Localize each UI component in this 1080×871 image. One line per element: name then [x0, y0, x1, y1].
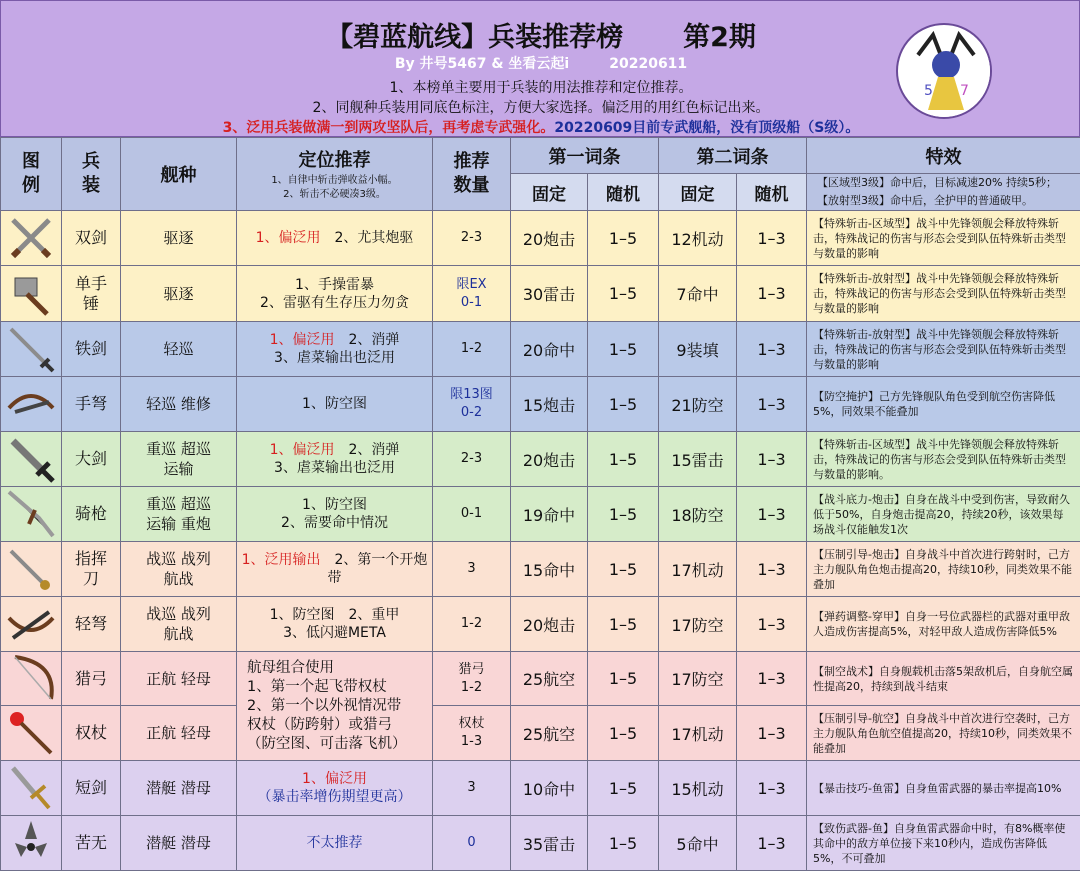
second-fixed: 15机动 [659, 761, 737, 816]
col-count: 推荐数量 [433, 138, 511, 211]
note-1: 1、本榜单主要用于兵装的用法推荐和定位推荐。 [389, 80, 693, 96]
table-row [1, 266, 1080, 322]
second-fixed: 17机动 [659, 706, 737, 761]
col-position-title: 定位推荐 [298, 150, 371, 171]
first-random: 1–5 [588, 706, 659, 761]
second-random: 1–3 [737, 597, 807, 652]
note-3-red: 3、泛用兵装做满一到两攻坚队后，再考虑专武强化。 [222, 120, 555, 136]
second-random: 1–3 [737, 266, 807, 322]
table-row [1, 432, 1080, 487]
first-random: 1–5 [588, 652, 659, 706]
table-row [1, 377, 1080, 432]
first-fixed: 15命中 [511, 542, 588, 597]
second-random: 1–3 [737, 211, 807, 266]
equip-name: 大剑 [62, 432, 121, 487]
first-fixed: 20炮击 [511, 597, 588, 652]
col-position [237, 138, 433, 211]
recommended-count: 2-3 [433, 432, 511, 487]
lance-icon [1, 487, 62, 542]
header-banner [0, 0, 1080, 137]
position-text: 2、第一个开炮带 [327, 552, 428, 586]
table-row [1, 487, 1080, 542]
effect-description: 【特殊斩击-区域型】战斗中先锋领舰会释放特殊斩击，特殊战记的伤害与形态会受到队伍特殊斩击类型与数量的影响 [807, 211, 1080, 266]
table-row [1, 816, 1080, 871]
position-red-text: 1、偏泛用 [255, 230, 321, 246]
first-random: 1–5 [588, 211, 659, 266]
ship-type: 驱逐 [121, 266, 237, 322]
col-ship: 舰种 [121, 138, 237, 211]
position-text: 2、消弹 3、虐菜输出也泛用 [274, 332, 400, 366]
equip-name: 手弩 [62, 377, 121, 432]
position-recommendation [237, 542, 433, 597]
recommended-count: 0-1 [433, 487, 511, 542]
col-effect-note: 【区域型3级】命中后，目标减速20% 持续5秒； 【放射型3级】命中后，全护甲的普通破甲。 [807, 174, 1080, 211]
ship-type: 正航 轻母 [121, 652, 237, 706]
svg-text:5: 5 [924, 83, 933, 99]
second-fixed: 9装填 [659, 322, 737, 377]
dual-sword-icon [1, 211, 62, 266]
col-equip: 兵装 [62, 138, 121, 211]
great-sword-icon [1, 432, 62, 487]
table-row [1, 322, 1080, 377]
effect-description: 【弹药调整-穿甲】自身一号位武器栏的武器对重甲敌人造成伤害提高5%，对轻甲敌人造成伤害降低5% [807, 597, 1080, 652]
second-random: 1–3 [737, 816, 807, 871]
light-crossbow-icon [1, 597, 62, 652]
second-fixed: 15雷击 [659, 432, 737, 487]
effect-description: 【压制引导-炮击】自身战斗中首次进行跨射时，己方主力舰队角色炮击提高20，持续10秒，同类效果不能叠加 [807, 542, 1080, 597]
first-fixed: 30雷击 [511, 266, 588, 322]
kunai-icon [1, 816, 62, 871]
first-random: 1–5 [588, 761, 659, 816]
effect-description: 【防空掩护】己方先锋舰队角色受到航空伤害降低5%，同效果不能叠加 [807, 377, 1080, 432]
first-fixed: 20炮击 [511, 211, 588, 266]
effect-description: 【特殊斩击-放射型】战斗中先锋领舰会释放特殊斩击，特殊战记的伤害与形态会受到队伍特殊斩击类型与数量的影响 [807, 322, 1080, 377]
recommended-count: 3 [433, 761, 511, 816]
first-fixed: 15炮击 [511, 377, 588, 432]
position-text: 1、防空图 [302, 396, 367, 412]
ship-type: 正航 轻母 [121, 706, 237, 761]
author-logo-icon [896, 23, 992, 119]
col-second-random: 随机 [737, 174, 807, 211]
position-blue-text: 不太推荐 [306, 835, 363, 851]
first-random: 1–5 [588, 597, 659, 652]
first-fixed: 25航空 [511, 652, 588, 706]
table-row [1, 706, 1080, 761]
date-text: 20220611 [609, 56, 688, 72]
recommended-count: 限13图 0-2 [433, 377, 511, 432]
effect-description: 【特殊斩击-区域型】战斗中先锋领舰会释放特殊斩击，特殊战记的伤害与形态会受到队伍特殊斩击类型与数量的影响。 [807, 432, 1080, 487]
equip-name: 猎弓 [62, 652, 121, 706]
col-first-attr: 第一词条 [511, 138, 659, 174]
ship-type: 潜艇 潜母 [121, 816, 237, 871]
second-random: 1–3 [737, 322, 807, 377]
second-fixed: 12机动 [659, 211, 737, 266]
first-random: 1–5 [588, 542, 659, 597]
first-fixed: 20炮击 [511, 432, 588, 487]
svg-text:7: 7 [960, 83, 969, 99]
first-fixed: 19命中 [511, 487, 588, 542]
second-random: 1–3 [737, 487, 807, 542]
effect-description: 【战斗底力-炮击】自身在战斗中受到伤害，导致耐久低于50%，自身炮击提高20，持续20秒，该效果每场战斗仅能触发1次 [807, 487, 1080, 542]
bow-icon [1, 652, 62, 706]
note-3 [1, 117, 1080, 137]
second-fixed: 21防空 [659, 377, 737, 432]
table-row [1, 761, 1080, 816]
col-second-attr: 第二词条 [659, 138, 807, 174]
recommended-count: 0 [433, 816, 511, 871]
staff-icon [1, 706, 62, 761]
position-recommendation [237, 322, 433, 377]
col-effect: 特效 [807, 138, 1080, 174]
position-red-text: 1、偏泛用 [269, 332, 335, 348]
position-blue-text: （暴击率增伤期望更高） [257, 789, 412, 805]
position-recommendation [237, 816, 433, 871]
first-fixed: 20命中 [511, 322, 588, 377]
second-fixed: 18防空 [659, 487, 737, 542]
effect-description: 【特殊斩击-放射型】战斗中先锋领舰会释放特殊斩击，特殊战记的伤害与形态会受到队伍特殊斩击类型与数量的影响 [807, 266, 1080, 322]
col-first-fixed: 固定 [511, 174, 588, 211]
position-recommendation [237, 266, 433, 322]
effect-description: 【致伤武器-鱼】自身鱼雷武器命中时，有8%概率使其命中的敌方单位接下来10秒内，造成伤害降低5%，不可叠加 [807, 816, 1080, 871]
recommended-count: 1-2 [433, 322, 511, 377]
first-random: 1–5 [588, 816, 659, 871]
second-random: 1–3 [737, 377, 807, 432]
iron-sword-icon [1, 322, 62, 377]
position-recommendation [237, 761, 433, 816]
equip-name: 双剑 [62, 211, 121, 266]
equip-name: 单手锤 [62, 266, 121, 322]
col-icon: 图例 [1, 138, 62, 211]
second-random: 1–3 [737, 432, 807, 487]
equip-name: 骑枪 [62, 487, 121, 542]
second-fixed: 5命中 [659, 816, 737, 871]
crossbow-icon [1, 377, 62, 432]
first-random: 1–5 [588, 266, 659, 322]
ship-type: 重巡 超巡 运输 重炮 [121, 487, 237, 542]
equipment-table [0, 137, 1080, 871]
second-random: 1–3 [737, 542, 807, 597]
recommended-count: 权杖 1-3 [433, 706, 511, 761]
effect-description: 【制空战术】自身舰载机击落5架敌机后，自身航空属性提高20，持续到战斗结束 [807, 652, 1080, 706]
recommended-count: 1-2 [433, 597, 511, 652]
second-fixed: 17机动 [659, 542, 737, 597]
position-recommendation [237, 597, 433, 652]
position-recommendation [237, 211, 433, 266]
ship-type: 轻巡 维修 [121, 377, 237, 432]
equip-name: 指挥刀 [62, 542, 121, 597]
second-random: 1–3 [737, 761, 807, 816]
ship-type: 战巡 战列 航战 [121, 597, 237, 652]
note-3-blue: 20220609目前专武舰船，没有顶级船（S级）。 [554, 120, 860, 136]
position-text: 1、防空图 2、需要命中情况 [281, 497, 388, 531]
effect-description: 【压制引导-航空】自身战斗中首次进行空袭时，己方主力舰队角色航空值提高20，持续10秒，同类效果不能叠加 [807, 706, 1080, 761]
equip-name: 苦无 [62, 816, 121, 871]
first-fixed: 35雷击 [511, 816, 588, 871]
second-fixed: 17防空 [659, 652, 737, 706]
position-recommendation: 航母组合使用 1、第一个起飞带权杖 2、第一个以外视情况带 权杖（防跨射）或猎弓 （防空图、可击落飞机） [237, 652, 433, 761]
recommended-count: 猎弓 1-2 [433, 652, 511, 706]
position-red-text: 1、泛用输出 [241, 552, 321, 568]
title-text: 【碧蓝航线】兵装推荐榜 [326, 22, 624, 53]
second-fixed: 7命中 [659, 266, 737, 322]
col-position-note: 1、自律中斩击弹收益小幅。 2、斩击不必硬凑3级。 [271, 175, 398, 200]
first-random: 1–5 [588, 487, 659, 542]
position-recommendation [237, 377, 433, 432]
first-random: 1–5 [588, 377, 659, 432]
ship-type: 驱逐 [121, 211, 237, 266]
ship-type: 重巡 超巡 运输 [121, 432, 237, 487]
equip-name: 铁剑 [62, 322, 121, 377]
table-row [1, 211, 1080, 266]
position-text: 2、消弹 3、虐菜输出也泛用 [274, 442, 400, 476]
position-text: 1、手操雷暴 2、雷驱有生存压力勿贪 [260, 276, 409, 311]
equip-name: 轻弩 [62, 597, 121, 652]
recommended-count: 2-3 [433, 211, 511, 266]
table-row [1, 542, 1080, 597]
note-2: 2、同舰种兵装用同底色标注，方便大家选择。偏泛用的用红色标记出来。 [312, 100, 770, 116]
second-fixed: 17防空 [659, 597, 737, 652]
second-random: 1–3 [737, 706, 807, 761]
position-text: 2、尤其炮驱 [334, 230, 414, 246]
first-random: 1–5 [588, 432, 659, 487]
table-row [1, 652, 1080, 706]
col-first-random: 随机 [588, 174, 659, 211]
col-second-fixed: 固定 [659, 174, 737, 211]
period-label: 第2期 [683, 22, 756, 53]
recommended-count: 3 [433, 542, 511, 597]
effect-description: 【暴击技巧-鱼雷】自身鱼雷武器的暴击率提高10% [807, 761, 1080, 816]
command-blade-icon [1, 542, 62, 597]
author-text: By 井号5467 & 坐看云起i [394, 56, 570, 72]
equip-name: 权杖 [62, 706, 121, 761]
ship-type: 潜艇 潜母 [121, 761, 237, 816]
position-text: 1、防空图 2、重甲 3、低闪避META [269, 607, 400, 641]
second-random: 1–3 [737, 652, 807, 706]
first-fixed: 10命中 [511, 761, 588, 816]
position-recommendation [237, 432, 433, 487]
ship-type: 轻巡 [121, 322, 237, 377]
recommended-count: 限EX 0-1 [433, 266, 511, 322]
hammer-icon [1, 266, 62, 322]
first-fixed: 25航空 [511, 706, 588, 761]
position-red-text: 1、偏泛用 [269, 442, 335, 458]
table-row [1, 597, 1080, 652]
dagger-icon [1, 761, 62, 816]
position-recommendation [237, 487, 433, 542]
ship-type: 战巡 战列 航战 [121, 542, 237, 597]
first-random: 1–5 [588, 322, 659, 377]
position-red-text: 1、偏泛用 [302, 771, 367, 787]
equip-name: 短剑 [62, 761, 121, 816]
